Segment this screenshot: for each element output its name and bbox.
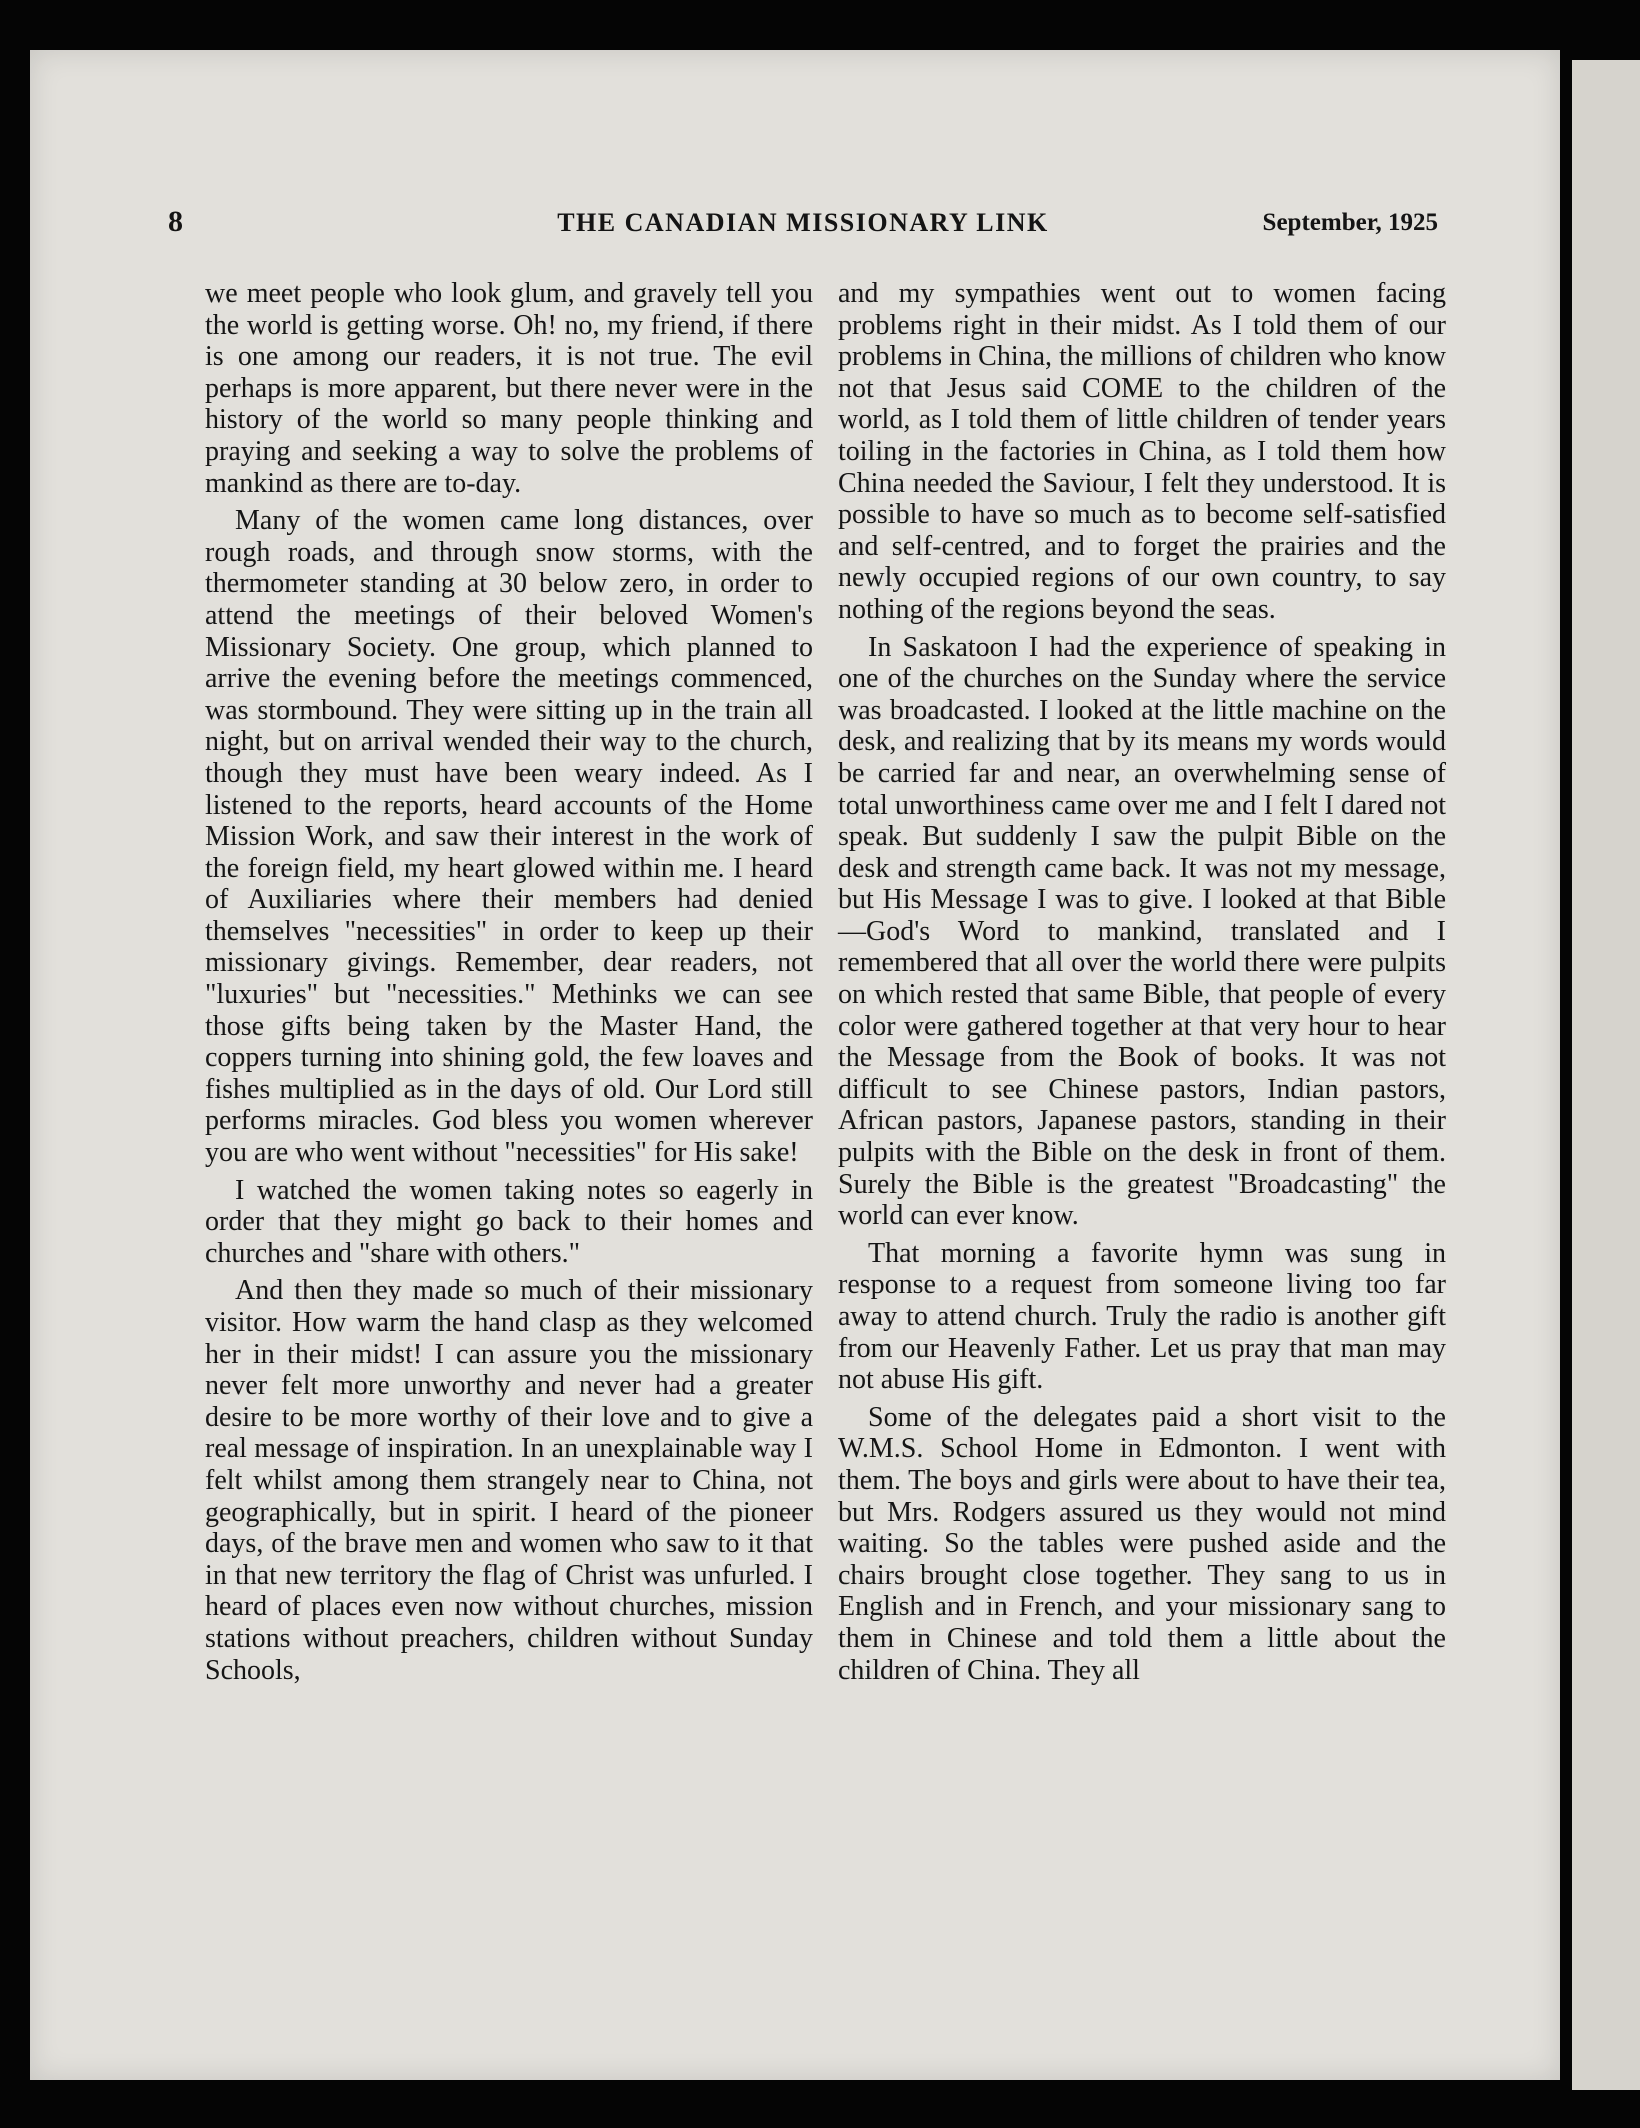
- paragraph: That morning a favorite hymn was sung in response to a request from someone living too far away to attend church. Truly the radio is another gift from our Heavenly Father. Let us pray that man may not abuse His gift.: [838, 1237, 1446, 1396]
- paragraph: And then they made so much of their missionary visitor. How warm the hand clasp as they welcomed her in their midst! I can assure you the missionary never felt more unworthy and never had a greater desire to be more worthy of their love and to give a real message of inspiration. In an unexplainable way I felt whilst among them strangely near to China, not geographically, but in spirit. I heard of the pioneer days, of the brave men and women who saw to it that in that new territory the flag of Christ was unfurled. I heard of places even now without churches, mission stations without preachers, children without Sunday Schools,: [205, 1275, 813, 1686]
- paragraph: Many of the women came long distances, over rough roads, and through snow storms, with the thermometer standing at 30 below zero, in order to attend the meetings of their beloved Women's Missionary Society. One group, which planned to arrive the evening before the meetings commenced, was stormbound. They were sitting up in the train all night, but on arrival wended their way to the church, though they must have been weary indeed. As I listened to the reports, heard accounts of the Home Mission Work, and saw their interest in the work of the foreign field, my heart glowed within me. I heard of Auxiliaries where their members had denied themselves "necessities" in order to keep up their missionary givings. Remember, dear readers, not "luxuries" but "necessities." Methinks we can see those gifts being taken by the Master Hand, the coppers turning into shining gold, the few loaves and fishes multiplied as in the days of old. Our Lord still performs miracles. God bless you women wherever you are who went without "necessities" for His sake!: [205, 505, 813, 1169]
- right-column: [838, 278, 1446, 1692]
- paragraph: we meet people who look glum, and gravely tell you the world is getting worse. Oh! no, my friend, if there is one among our readers, it is not true. The evil perhaps is more apparent, but there never were in the history of the world so many people thinking and praying and seeking a way to solve the problems of mankind as there are to-day.: [205, 278, 813, 499]
- page-number: 8: [168, 205, 183, 238]
- page-header: [168, 205, 1438, 245]
- paragraph: and my sympathies went out to women facing problems right in their midst. As I told them of our problems in China, the millions of children who know not that Jesus said COME to the children of the world, as I told them of little children of tender years toiling in the factories in China, as I told them how China needed the Saviour, I felt they understood. It is possible to have so much as to become self-satisfied and self-centred, and to forget the prairies and the newly occupied regions of our own country, to say nothing of the regions beyond the seas.: [838, 278, 1446, 625]
- facing-page-edge: [1572, 60, 1640, 2090]
- paragraph: Some of the delegates paid a short visit to the W.M.S. School Home in Edmonton. I went with them. The boys and girls were about to have their tea, but Mrs. Rodgers assured us they would not mind waiting. So the tables were pushed aside and the chairs brought close together. They sang to us in English and in French, and your missionary sang to them in Chinese and told them a little about the children of China. They all: [838, 1401, 1446, 1686]
- journal-title: THE CANADIAN MISSIONARY LINK: [557, 208, 1049, 237]
- issue-date: September, 1925: [1262, 209, 1438, 236]
- left-column: [205, 278, 813, 1692]
- paragraph: In Saskatoon I had the experience of speaking in one of the churches on the Sunday where the service was broadcasted. I looked at the little machine on the desk, and realizing that by its means my words would be carried far and near, an overwhelming sense of total unworthiness came over me and I felt I dared not speak. But suddenly I saw the pulpit Bible on the desk and strength came back. It was not my message, but His Message I was to give. I looked at that Bible—God's Word to mankind, translated and I remembered that all over the world there were pulpits on which rested that same Bible, that people of every color were gathered together at that very hour to hear the Message from the Book of books. It was not difficult to see Chinese pastors, Indian pastors, African pastors, Japanese pastors, standing in their pulpits with the Bible on the desk in front of them. Surely the Bible is the greatest "Broadcasting" the world can ever know.: [838, 631, 1446, 1232]
- paragraph: I watched the women taking notes so eagerly in order that they might go back to their homes and churches and "share with others.": [205, 1174, 813, 1269]
